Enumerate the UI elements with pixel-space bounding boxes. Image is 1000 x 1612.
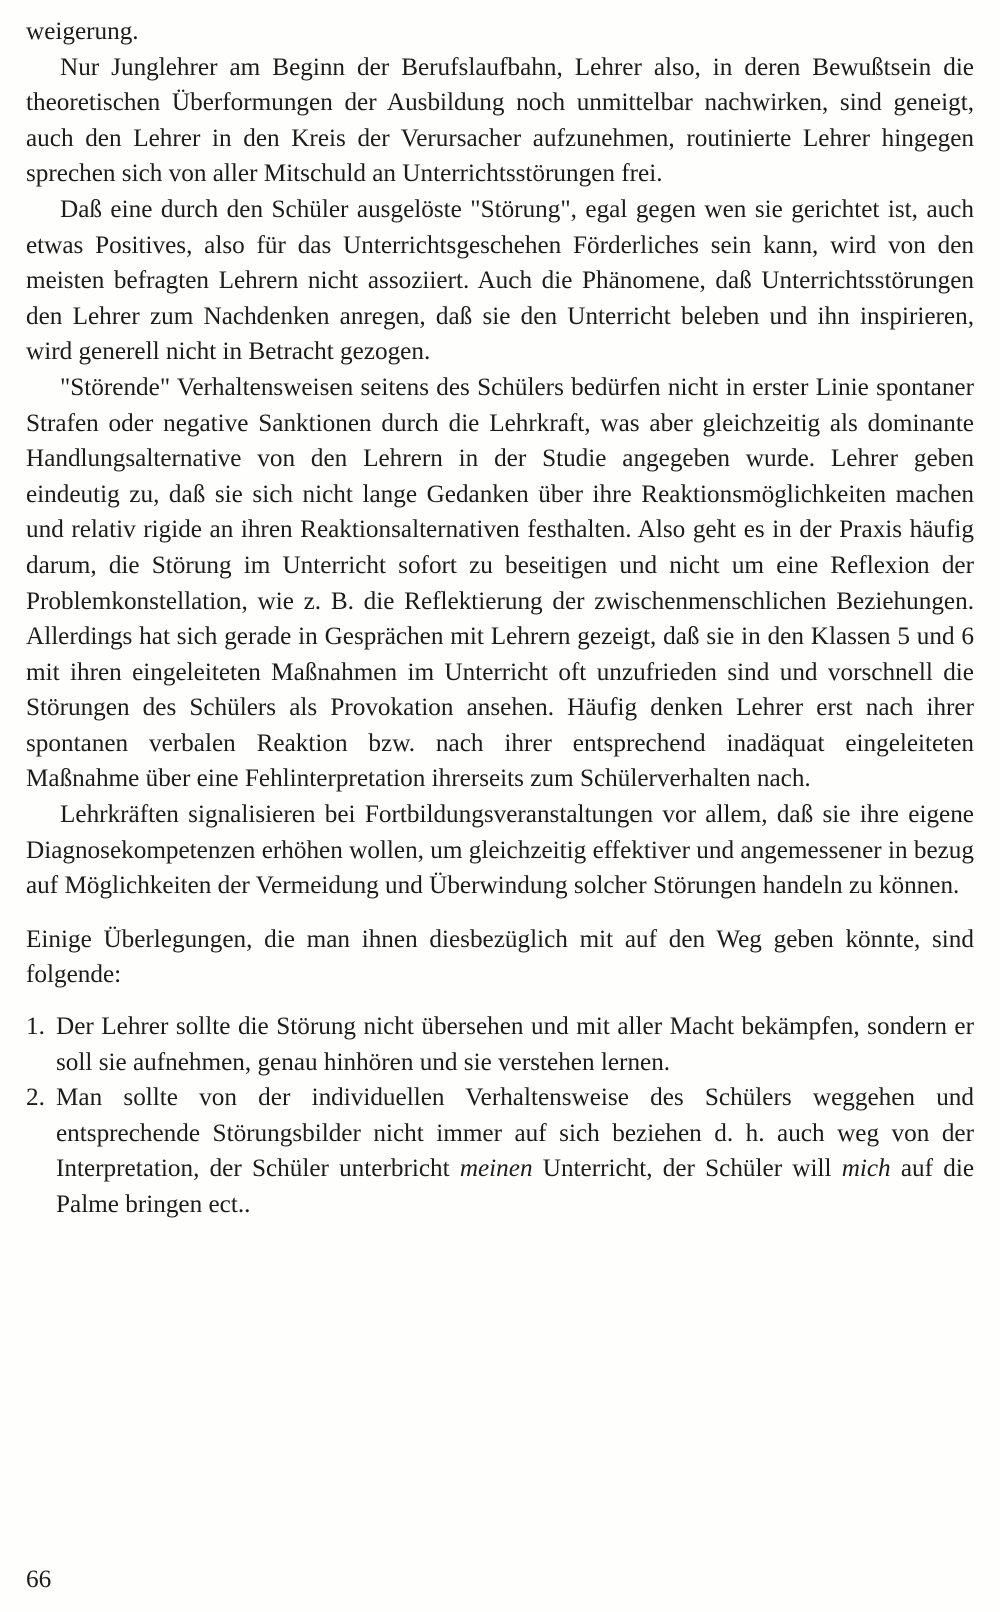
paragraph-continuation: weigerung. <box>26 18 139 45</box>
list-item-text <box>56 1080 974 1222</box>
page-number: 66 <box>26 1566 52 1593</box>
list-item <box>26 1080 974 1222</box>
list-item-text-part: auf die Palme bringen ect.. <box>56 1155 975 1218</box>
list-item-text-part: Unterricht, der Schüler will <box>532 1155 842 1183</box>
list-item <box>26 1009 974 1080</box>
list-item-text-part: Man sollte von der individuellen Verhaltensweise des Schülers weggehen und entsprechende Störungsbilder nicht immer auf sich beziehen d. h. auch weg von der Interpretation, der Schüler unterbricht <box>56 1084 974 1183</box>
list-item-text: Der Lehrer sollte die Störung nicht übersehen und mit aller Macht bekämpfen, sondern er soll sie aufnehmen, genau hinhören und sie verstehen lernen. <box>56 1013 974 1076</box>
list-item-number: 1. <box>26 1013 45 1041</box>
emphasis-meinen: meinen <box>459 1155 533 1183</box>
emphasis-mich: mich <box>841 1155 891 1183</box>
paragraph-fortbildung: Lehrkräften signalisieren bei Fortbildungsveranstaltungen vor allem, daß sie ihre eigene Diagnosekompetenzen erhöhen wollen, um gleichzeitig effektiver und angemessener in bezug auf Möglichkeiten der Vermeidung und Überwindung solcher Störungen handeln zu können. <box>26 801 974 900</box>
paragraph-verhaltensweisen: "Störende" Verhaltensweisen seitens des Schülers bedürfen nicht in erster Linie spontaner Strafen oder negative Sanktionen durch die Lehrkraft, was aber gleichzeitig als dominante Handlungsalternative von den Lehrern in der Studie angegeben wurde. Lehrer geben eindeutig zu, daß sie sich nicht lange Gedanken über ihre Reaktionsmöglichkeiten machen und relativ rigide an ihren Reaktionsalternativen festhalten. Also geht es in der Praxis häufig darum, die Störung im Unterricht sofort zu beseitigen und nicht um eine Reflexion der Problemkonstellation, wie z. B. die Reflektierung der zwischenmenschlichen Beziehungen. Allerdings hat sich gerade in Gesprächen mit Lehrern gezeigt, daß sie in den Klassen 5 und 6 mit ihren eingeleiteten Maßnahmen im Unterricht oft unzufrieden sind und vorschnell die Störungen des Schülers als Provokation ansehen. Häufig denken Lehrer erst nach ihrer spontanen verbalen Reaktion bzw. nach ihrer entsprechend inadäquat eingeleiteten Maßnahme über eine Fehlinterpretation ihrerseits zum Schülerverhalten nach. <box>26 373 974 793</box>
recommendations-list <box>26 1009 974 1223</box>
document-page <box>26 14 974 1223</box>
paragraph-stoerung-positiv: Daß eine durch den Schüler ausgelöste "Störung", egal gegen wen sie gerichtet ist, auch etwas Positives, also für das Unterrichtsgeschehen Förderliches sein kann, wird von den meisten befragten Lehrern nicht assoziiert. Auch die Phänomene, daß Unterrichtsstörungen den Lehrer zum Nachdenken anregen, daß sie den Unterricht beleben und ihn inspirieren, wird generell nicht in Betracht gezogen. <box>26 195 974 366</box>
paragraph-ueberlegungen: Einige Überlegungen, die man ihnen diesbezüglich mit auf den Weg geben könnte, sind folgende: <box>26 925 974 989</box>
list-item-number: 2. <box>26 1084 45 1112</box>
paragraph-junglehrer: Nur Junglehrer am Beginn der Berufslaufbahn, Lehrer also, in deren Bewußtsein die theoretischen Überformungen der Ausbildung noch unmittelbar nachwirken, sind geneigt, auch den Lehrer in den Kreis der Verursacher aufzunehmen, routinierte Lehrer hingegen sprechen sich von aller Mitschuld an Unterrichtsstörungen frei. <box>26 53 974 188</box>
